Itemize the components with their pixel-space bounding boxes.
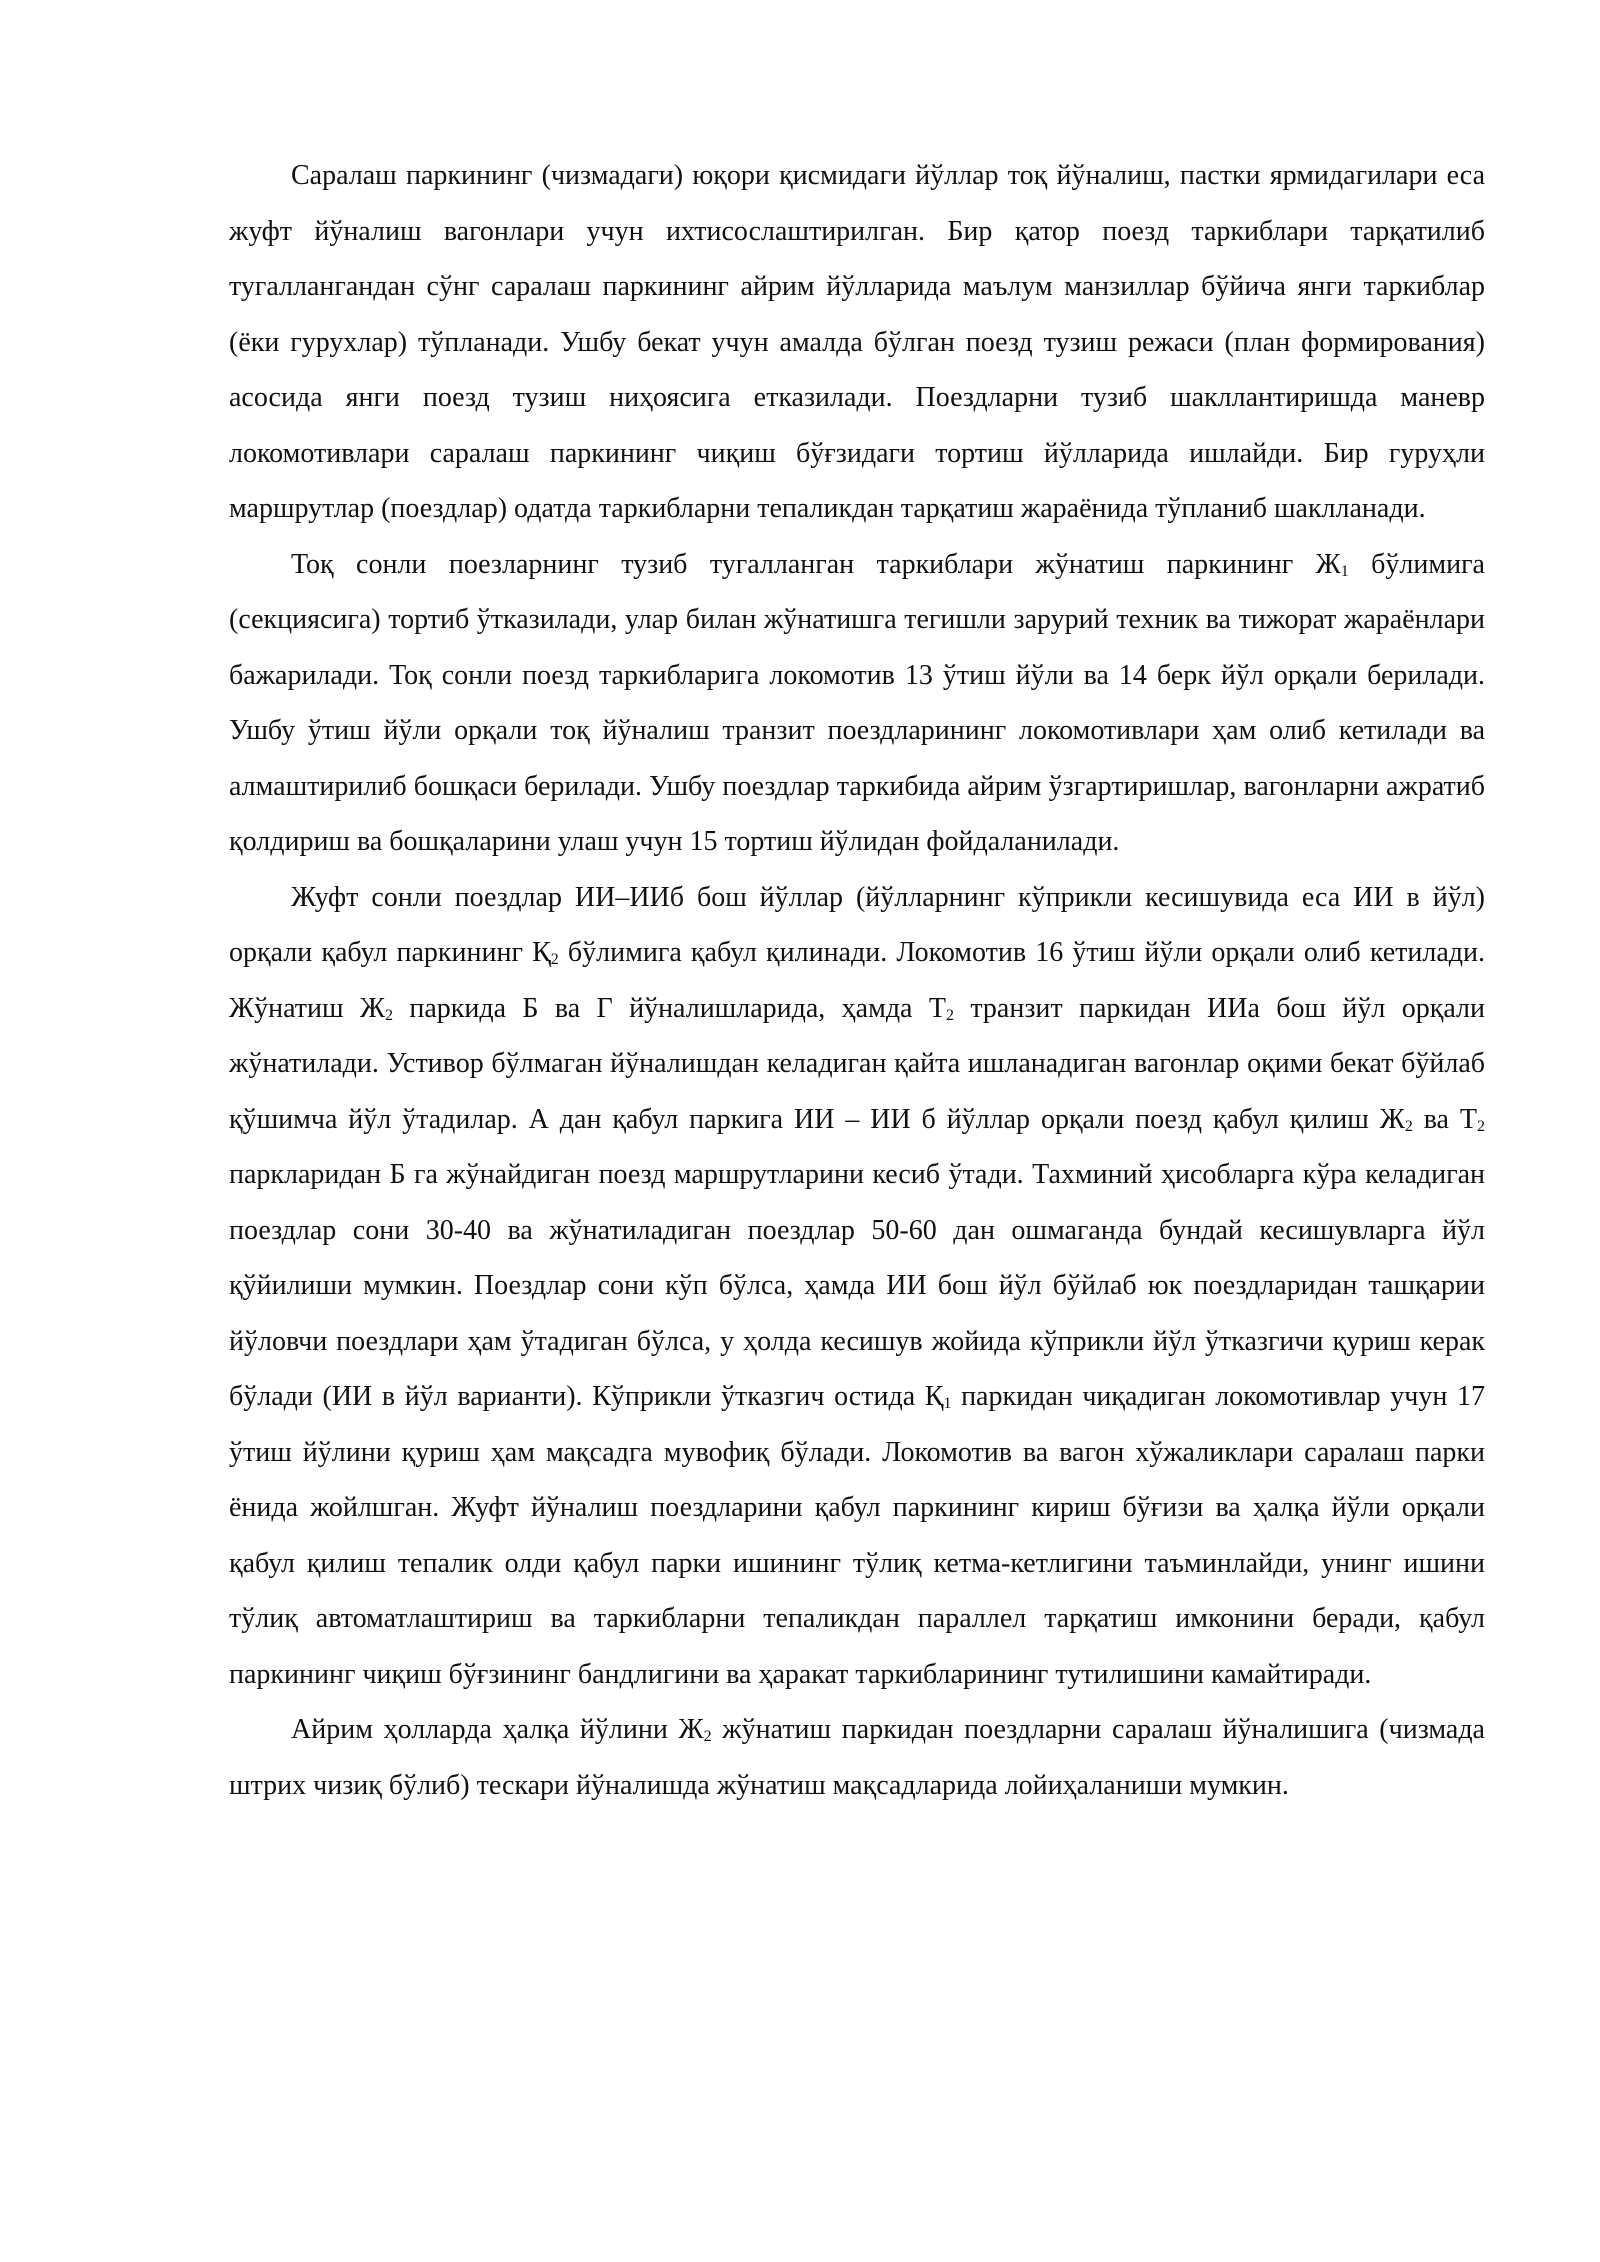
- subscript: 1: [943, 1395, 952, 1412]
- subscript: 2: [1404, 1117, 1413, 1135]
- paragraph-4-text-2: жўнатиш паркидан поездларни саралаш йўналишига (чизмада штрих чизиқ бўлиб) тескари йўналишда жўнатиш мақсадларида лойиҳаланиши мумкин.: [229, 1714, 1485, 1801]
- subscript: 2: [945, 1006, 954, 1024]
- paragraph-4: [229, 1702, 1485, 1813]
- subscript: 2: [550, 951, 559, 968]
- paragraph-4-text-1: Айрим ҳолларда ҳалқа йўлини Ж: [291, 1714, 704, 1745]
- paragraph-3-text-4: транзит паркидан ИИа бош йўл орқали жўнатилади. Устивор бўлмаган йўналишдан келадиган қайта ишланадиган вагонлар оқими бекат бўйлаб қўшимча йўл ўтадилар. А дан қабул паркига ИИ – ИИ б йўллар орқали поезд қабул қилиш Ж: [229, 992, 1485, 1135]
- subscript: 2: [703, 1728, 712, 1745]
- paragraph-2-text-2: бўлимига (секциясига) тортиб ўтказилади, улар билан жўнатишга тегишли зарурий техник ва тижорат жараёнлари бажарилади. Тоқ сонли поезд таркибларига локомотив 13 ўтиш йўли ва 14 берк йўл орқали берилади. Ушбу ўтиш йўли орқали тоқ йўналиш транзит поездларининг локомотивлари ҳам олиб кетилади ва алмаштирилиб бошқаси берилади. Ушбу поездлар таркибида айрим ўзгартиришлар, вагонларни ажратиб қолдириш ва бошқаларини улаш учун 15 тортиш йўлидан фойдаланилади.: [229, 548, 1485, 857]
- paragraph-3-text-5: ва Т: [1412, 1103, 1477, 1135]
- subscript: 2: [385, 1006, 394, 1024]
- paragraph-3-text-2: бўлимига қабул қилинади. Локомотив 16 ўтиш йўли орқали олиб кетилади. Жўнатиш Ж: [229, 937, 1485, 1024]
- subscript: 2: [1477, 1117, 1485, 1135]
- paragraph-1: [229, 148, 1485, 537]
- subscript: 1: [1340, 562, 1349, 580]
- paragraph-3-text-6: паркларидан Б га жўнайдиган поезд маршрутларини кесиб ўтади. Тахминий ҳисобларга кўра келадиган поездлар сони 30-40 ва жўнатиладиган поездлар 50-60 дан ошмаганда бундай кесишувларга йўл қўйилиши мумкин. Поездлар сони кўп бўлса, ҳамда ИИ бош йўл бўйлаб юк поездларидан ташқарии йўловчи поездлари ҳам ўтадиган бўлса, у ҳолда кесишув жойида кўприкли йўл ўтказгичи қуриш керак бўлади (ИИ в йўл варианти). Кўприкли ўтказгич остида Қ: [229, 1159, 1485, 1412]
- paragraph-2: [229, 537, 1485, 870]
- paragraph-2-text-1: Тоқ сонли поезларнинг тузиб тугалланган таркиблари жўнатиш паркининг Ж: [291, 548, 1341, 580]
- paragraph-3: [229, 870, 1485, 1703]
- document-body: [229, 148, 1485, 1813]
- paragraph-1-text: Саралаш паркининг (чизмадаги) юқори қисмидаги йўллар тоқ йўналиш, пастки ярмидагилари еса жуфт йўналиш вагонлари учун ихтисослаштирилган. Бир қатор поезд таркиблари тарқатилиб тугаллангандан сўнг саралаш паркининг айрим йўлларида маълум манзиллар бўйича янги таркиблар (ёки гурухлар) тўпланади. Ушбу бекат учун амалда бўлган поезд тузиш режаси (план формирования) асосида янги поезд тузиш ниҳоясига етказилади. Поездларни тузиб шакллантиришда маневр локомотивлари саралаш паркининг чиқиш бўғзидаги тортиш йўлларида ишлайди. Бир гуруҳли маршрутлар (поездлар) одатда таркибларни тепаликдан тарқатиш жараёнида тўпланиб шаклланади.: [229, 160, 1485, 524]
- paragraph-3-text-1: Жуфт сонли поездлар ИИ–ИИб бош йўллар (йўлларнинг кўприкли кесишувида еса ИИ в йўл) орқали қабул паркининг Қ: [229, 881, 1485, 968]
- paragraph-3-text-3: паркида Б ва Г йўналишларида, ҳамда Т: [393, 992, 946, 1024]
- paragraph-3-text-7: паркидан чиқадиган локомотивлар учун 17 ўтиш йўлини қуриш ҳам мақсадга мувофиқ бўлади. Локомотив ва вагон хўжаликлари саралаш парки ёнида жойлшган. Жуфт йўналиш поездларини қабул паркининг кириш бўғизи ва ҳалқа йўли орқали қабул қилиш тепалик олди қабул парки ишининг тўлиқ кетма-кетлигини таъминлайди, унинг ишини тўлиқ автоматлаштириш ва таркибларни тепаликдан параллел тарқатиш имконини беради, қабул паркининг чиқиш бўғзининг бандлигини ва ҳаракат таркибларининг тутилишини камайтиради.: [229, 1381, 1485, 1690]
